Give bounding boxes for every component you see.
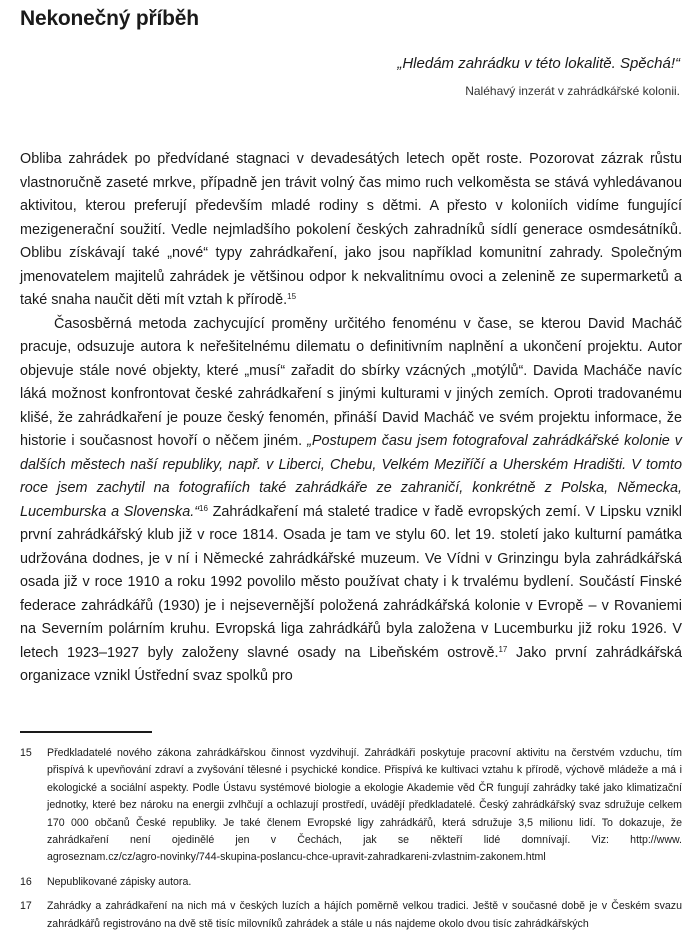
epigraph-quote: „Hledám zahrádku v této lokalitě. Spěchá!“ <box>397 55 680 72</box>
footnote-16 <box>20 874 682 891</box>
footnote-number: 17 <box>20 900 32 913</box>
paragraph-2-text-b: Zahrádkaření má staleté tradice v řadě evropských zemí. V Lipsku vznikl první zahrádkářský klub již v roce 1814. Osada je tam ve stylu 60. let 19. století jako kulturní památka udržována dodnes, je v ní i Německé zahrádkářské muzeum. Ve Vídni v Grinzingu byla zahrádkářská osada již v roce 1910 a roku 1992 povolilo město používat chaty i k trvalému bydlení. Součástí Finské federace zahrádkářů (1930) je i nejsevernější položená zahrádkářská kolonie v Evropě – v Rovaniemi na Severním polárním kruhu. Evropská liga zahrádkářů byla založena v Lucemburku již roku 1926. V letech 1923–1927 byly založeny slavné osady na Libeňském ostrově. <box>20 503 683 661</box>
paragraph-2-text-a: Časosběrná metoda zachycující proměny určitého fenoménu v čase, se kterou David Macháč pracuje, odsuzuje autora k neřešitelnému dilematu o definitivním naplnění a ukončení projektu. Autor objevuje stále nové objekty, které „musí“ zařadit do sbírky vzácných „motýlů“. Davida Macháče navíc láká možnost konfrontovat české zahrádkaření s jinými kulturami v jiných zemích. Oproti tradovanému klišé, že zahrádkaření je pouze český fenomén, přináší David Macháč ve svém projektu informace, že historie i současnost hovoří o něčem jiném. <box>20 315 682 449</box>
footnote-text: Nepublikované zápisky autora. <box>47 875 192 888</box>
epigraph <box>397 54 680 100</box>
footnote-17 <box>20 898 682 933</box>
paragraph-1-text: Obliba zahrádek po předvídané stagnaci v devadesátých letech opět roste. Pozorovat zázrak růstu vlastnoručně zaseté mrkve, případně jen trávit volný čas mimo ruch velkoměsta se stává vyhledávanou aktivitou, kterou preferují především mladé rodiny s dětmi. A přesto v koloniích vidíme fungující mezigenerační soužití. Vedle nejmladšího pokolení českých zahradníků sídlí generace osmdesátníků. Oblibu získávají také „nové“ typy zahrádkaření, jako jsou například komunitní zahrady. Společným jmenovatelem majitelů zahrádek je většinou odpor k nekvalitnímu ovoci a zelenině ze supermarketů a také snaha naučit děti mít vztah k přírodě. <box>20 151 682 308</box>
footnote-15 <box>20 745 682 867</box>
footnote-15-text: Předkladatelé nového zákona zahrádkářskou činnost vyzdvihují. Zahrádkáři poskytuje pracovní aktivitu na čerstvém vzduchu, tím přispívá k upevňování zdraví a zvyšování tělesné i psychické kondice. Přispívá ke kultivaci vztahu k přírodě, výchově mládeže a má i ekologické a sociální aspekty. Podle Ústavu systémové biologie a ekologie Akademie věd ČR fungují zahrádky také jako klimatizační jednotky, které bez nároku na energii zvlhčují a ochlazují prostředí, uvádějí předkladatelé. Český zahrádkářský svaz sdružuje celkem 170 000 občanů České republiky. Je také členem Evropské ligy zahrádkářů, která sdružuje 3,5 milionu lidí. To dokazuje, že zahrádkaření není ojedinělé jen v Čechách, jak se někteří lidé domnívají. Viz: http://www. <box>47 747 682 847</box>
footnote-number: 15 <box>20 747 32 759</box>
footnote-text: Zahrádky a zahrádkaření na nich má v českých luzích a hájích poměrně velkou tradici. Ještě v současné době je v Českém svazu zahrádkářů registrováno na dvě stě tisíc milovníků zahrádek a stále u nás najdeme okolo dvou tisíc zahrádkářských <box>47 900 682 930</box>
body-text <box>20 148 682 689</box>
footnote-ref-16[interactable]: 16 <box>199 503 208 513</box>
footnote-ref-17[interactable]: 17 <box>498 644 508 654</box>
footnote-number: 16 <box>20 875 32 888</box>
footnotes <box>20 745 682 940</box>
footnote-ref-15[interactable]: 15 <box>287 292 297 301</box>
paragraph-2-text-c: Jako první zahrádkářská organizace vznikl Ústřední svaz spolků pro <box>20 644 682 684</box>
footnote-separator <box>20 731 152 733</box>
author-quote: „Postupem času jsem fotografoval zahrádkářské kolonie v dalších městech naší republiky, např. v Liberci, Chebu, Velkém Meziříčí a Uherském Hradišti. V tomto roce jsem zachytil na fotografiích také zahrádkáře ze zahraničí, konkrétně z Polska, Německa, Lucemburska a Slovenska.“ <box>20 433 683 520</box>
epigraph-source: Naléhavý inzerát v zahrádkářské kolonii. <box>465 84 680 98</box>
chapter-title: Nekonečný příběh <box>20 7 199 30</box>
footnote-link[interactable]: agroseznam.cz/cz/agro-novinky/744-skupina-poslancu-chce-upravit-zahradkareni-zvlastnim-zakonem.html <box>47 851 546 864</box>
paragraph-1 <box>20 148 682 313</box>
paragraph-2 <box>20 313 682 689</box>
footnote-text <box>47 745 682 867</box>
